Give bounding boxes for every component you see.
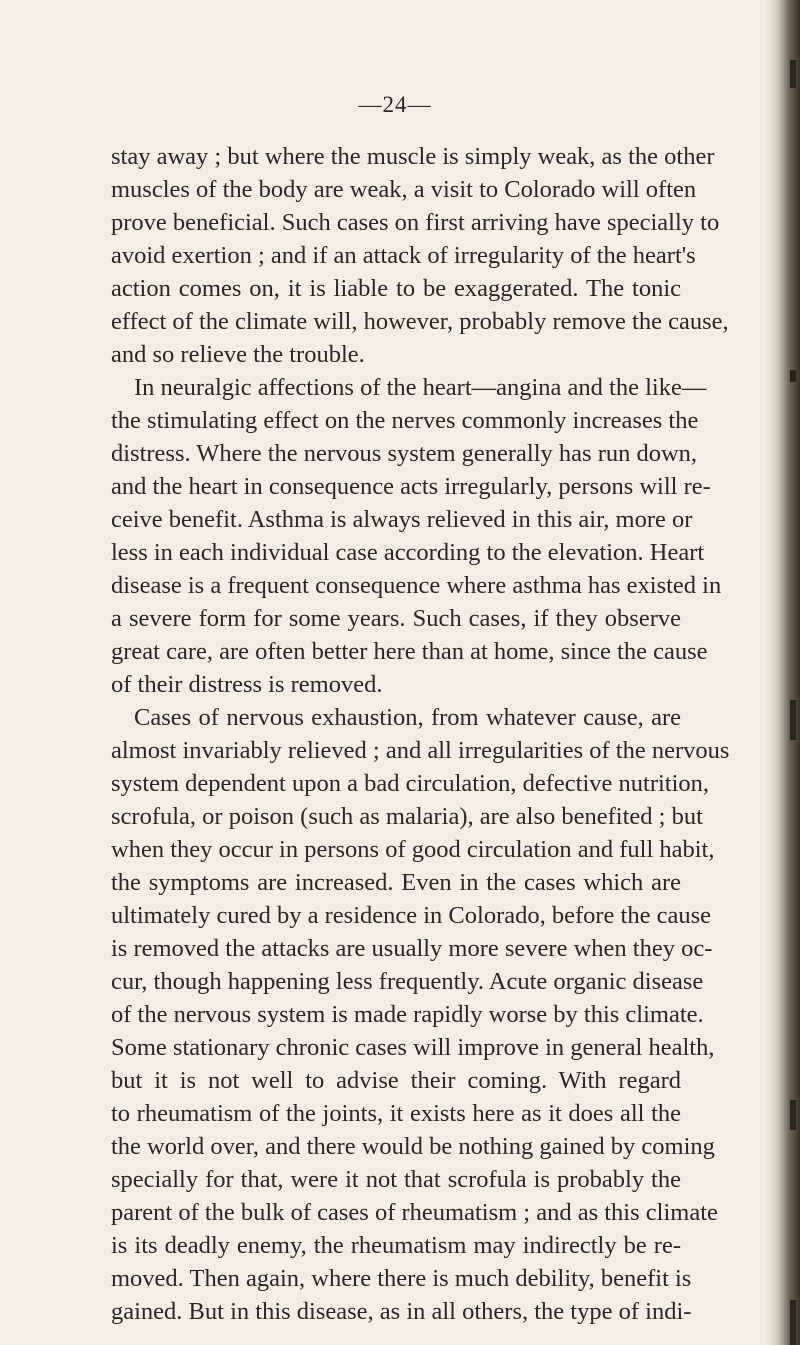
text-line: to rheumatism of the joints, it exists here as it does all the <box>111 1100 681 1127</box>
text-line: muscles of the body are weak, a visit to Colorado will often <box>111 176 697 203</box>
text-line: parent of the bulk of cases of rheumatism ; and as this climate <box>111 1199 718 1226</box>
text-line: but it is not well to advise their coming. With regard <box>111 1067 681 1094</box>
text-line: In neuralgic affections of the heart—angina and the like— <box>134 374 707 401</box>
text-line: system dependent upon a bad circulation, defective nutrition, <box>111 770 710 797</box>
edge-mark <box>790 1300 796 1345</box>
page-number: —24— <box>358 92 432 117</box>
text-line: moved. Then again, where there is much debility, benefit is <box>111 1265 692 1292</box>
text-line: is removed the attacks are usually more severe when they oc- <box>111 935 713 962</box>
text-line: Some stationary chronic cases will improve in general health, <box>111 1034 715 1061</box>
text-line: when they occur in persons of good circulation and full habit, <box>111 836 715 863</box>
page-edge-shadow <box>766 0 800 1345</box>
text-line: of the nervous system is made rapidly worse by this climate. <box>111 1001 704 1028</box>
edge-mark <box>790 1100 796 1130</box>
text-line: prove beneficial. Such cases on first arriving have specially to <box>111 209 720 236</box>
text-line: cur, though happening less frequently. Acute organic disease <box>111 968 704 995</box>
text-line: avoid exertion ; and if an attack of irregularity of the heart's <box>111 242 696 269</box>
text-line: almost invariably relieved ; and all irregularities of the nervous <box>111 737 730 764</box>
text-line: gained. But in this disease, as in all others, the type of indi- <box>111 1298 692 1325</box>
text-line: great care, are often better here than at home, since the cause <box>111 638 708 665</box>
text-line: of their distress is removed. <box>111 671 383 698</box>
edge-mark <box>790 370 796 382</box>
text-line: and so relieve the trouble. <box>111 341 365 368</box>
text-line: specially for that, were it not that scrofula is probably the <box>111 1166 681 1193</box>
text-line: distress. Where the nervous system generally has run down, <box>111 440 698 467</box>
text-line: the symptoms are increased. Even in the cases which are <box>111 869 681 896</box>
edge-mark <box>790 60 796 88</box>
text-line: disease is a frequent consequence where asthma has existed in <box>111 572 722 599</box>
text-line: action comes on, it is liable to be exaggerated. The tonic <box>111 275 681 302</box>
text-line: scrofula, or poison (such as malaria), are also benefited ; but <box>111 803 703 830</box>
text-line: a severe form for some years. Such cases, if they observe <box>111 605 681 632</box>
text-line: less in each individual case according to the elevation. Heart <box>111 539 705 566</box>
edge-mark <box>790 700 796 740</box>
text-line: the stimulating effect on the nerves commonly increases the <box>111 407 699 434</box>
text-line: Cases of nervous exhaustion, from whatever cause, are <box>134 704 681 731</box>
text-line: ultimately cured by a residence in Colorado, before the cause <box>111 902 712 929</box>
text-line: the world over, and there would be nothing gained by coming <box>111 1133 715 1160</box>
text-line: ceive benefit. Asthma is always relieved in this air, more or <box>111 506 693 533</box>
text-line: stay away ; but where the muscle is simply weak, as the other <box>111 143 715 170</box>
text-line: is its deadly enemy, the rheumatism may indirectly be re- <box>111 1232 681 1259</box>
text-line: effect of the climate will, however, probably remove the cause, <box>111 308 729 335</box>
text-line: and the heart in consequence acts irregularly, persons will re- <box>111 473 711 500</box>
